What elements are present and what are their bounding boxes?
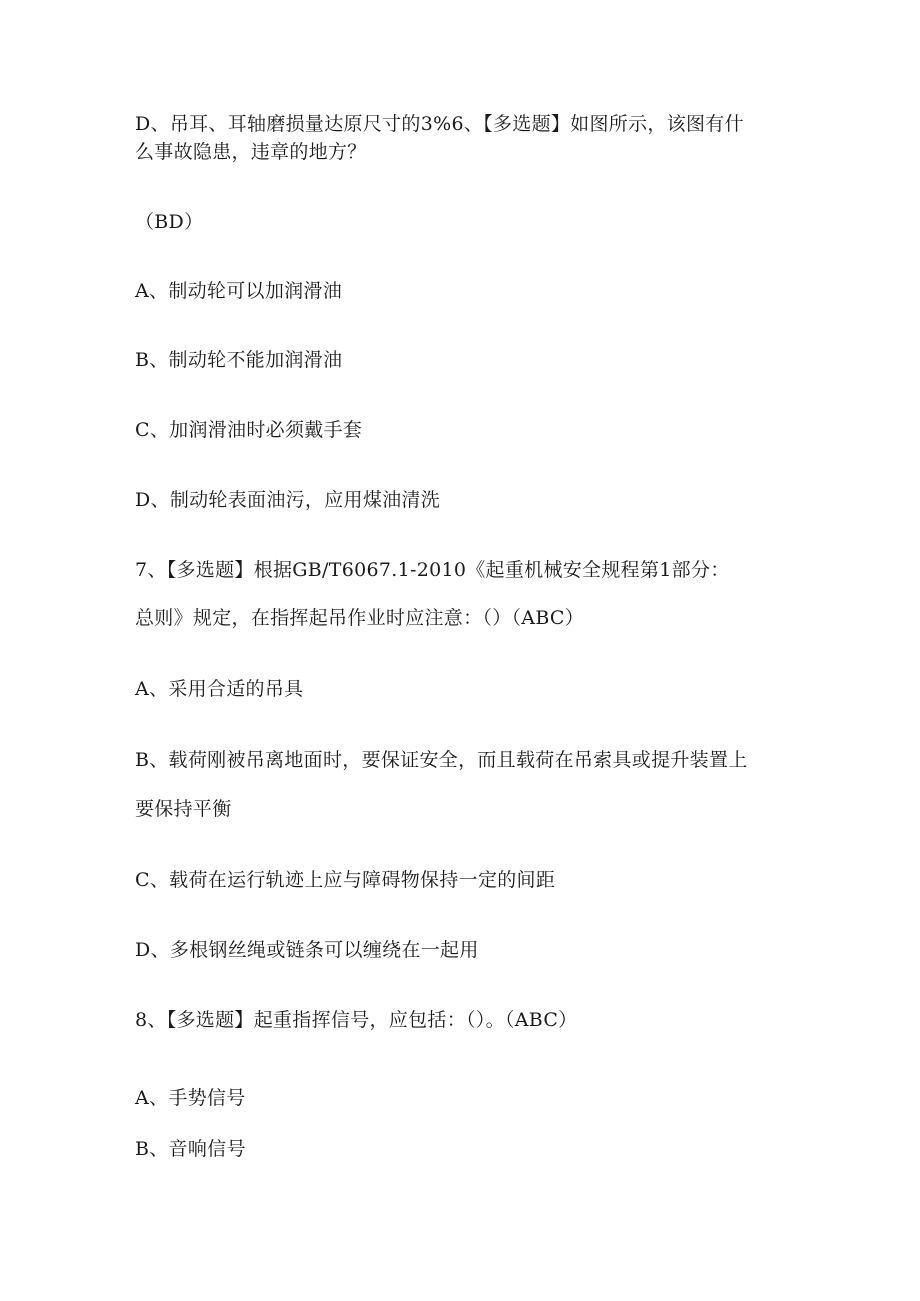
q8-question: 8、【多选题】起重指挥信号，应包括：（）。（ABC） — [135, 1009, 578, 1031]
q8-option-a: A、手势信号 — [135, 1087, 246, 1109]
q6-option-d: D、制动轮表面油污，应用煤油清洗 — [135, 489, 441, 511]
q6-option-a: A、制动轮可以加润滑油 — [135, 280, 343, 302]
q6-option-d-and-question: D、吊耳、耳轴磨损量达原尺寸的3%6、【多选题】如图所示，该图有什 — [135, 113, 744, 135]
q7-option-b: B、载荷刚被吊离地面时，要保证安全，而且载荷在吊索具或提升装置上 — [135, 749, 748, 771]
q8-option-b: B、音响信号 — [135, 1138, 246, 1160]
q7-option-a: A、采用合适的吊具 — [135, 678, 304, 700]
q6-option-b: B、制动轮不能加润滑油 — [135, 349, 343, 371]
q6-question-continuation: 么事故隐患，违章的地方？ — [135, 141, 367, 163]
q7-question: 7、【多选题】根据GB/T6067.1-2010《起重机械安全规程第1部分： — [135, 559, 730, 581]
q7-option-d: D、多根钢丝绳或链条可以缠绕在一起用 — [135, 939, 479, 961]
q7-option-c: C、载荷在运行轨迹上应与障碍物保持一定的间距 — [135, 869, 556, 891]
q6-option-c: C、加润滑油时必须戴手套 — [135, 419, 363, 441]
q7-option-b-continuation: 要保持平衡 — [135, 798, 232, 820]
q6-answer: （BD） — [135, 211, 204, 233]
q7-question-continuation: 总则》规定，在指挥起吊作业时应注意：（）（ABC） — [135, 607, 585, 629]
